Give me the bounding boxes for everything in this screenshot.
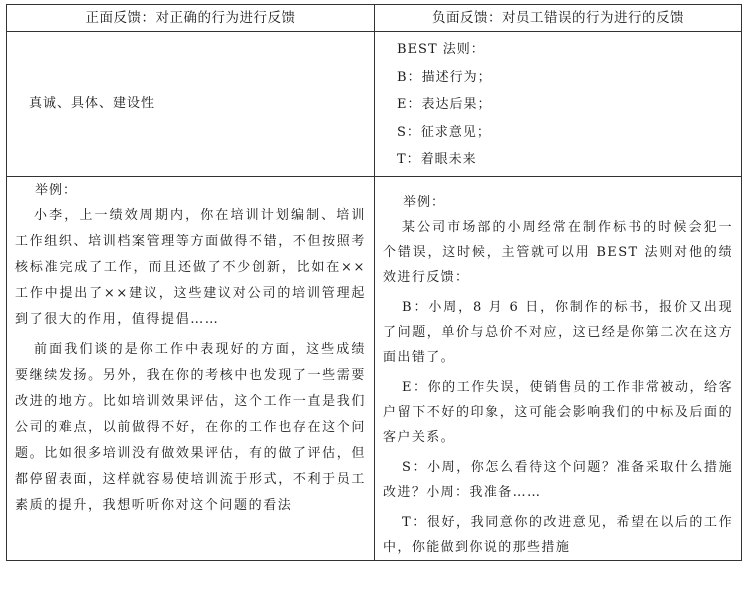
best-rule-e: E：表达后果； [397, 97, 492, 112]
negative-example-cell [375, 176, 742, 560]
negative-example-title: 举例： [403, 194, 446, 210]
negative-feedback-header: 负面反馈：对员工错误的行为进行的反馈 [375, 5, 742, 32]
negative-example-intro: 某公司市场部的小周经常在制作标书的时候会犯一个错误，这时候，主管就可以用 BEST 法则对他的绩效进行反馈： [383, 219, 733, 285]
positive-example-paragraph-2: 前面我们谈的是你工作中表现好的方面，这些成绩要继续发扬。另外，我在你的考核中也发现了一些需要改进的地方。比如培训效果评估，这个工作一直是我们公司的难点，以前做得不好，在你的工作也存在这个问题。比如很多培训没有做效果评估，有的做了评估，但都停留表面，这样就容易使培训流于形式，不利于员工素质的提升，我想听听你对这个问题的看法 [15, 341, 367, 513]
best-rule-s: S：征求意见； [397, 124, 491, 140]
best-rule-title: BEST 法则： [397, 42, 485, 57]
positive-principles-text: 真诚、具体、建设性 [29, 95, 156, 111]
negative-example-e: E：你的工作失误，使销售员的工作非常被动，给客户留下不好的印象，这可能会影响我们的中标及后面的客户关系。 [383, 379, 733, 445]
negative-example-b: B：小周，8 月 6 日，你制作的标书，报价又出现了问题，单价与总价不对应，这已经是你第二次在这方面出错了。 [383, 299, 733, 365]
feedback-comparison-table [6, 4, 742, 561]
positive-principles-cell [7, 32, 375, 177]
principle-row [7, 32, 742, 177]
positive-example-paragraph-1: 小李，上一绩效周期内，你在培训计划编制、培训工作组织、培训档案管理等方面做得不错，不但按照考核标准完成了工作，而且还做了不少创新，比如在××工作中提出了××建议，这些建议对公司的培训管理起到了很大的作用，值得提倡…… [15, 207, 367, 327]
negative-example-t: T：很好，我同意你的改进意见，希望在以后的工作中，你能做到你说的那些措施 [383, 514, 733, 555]
header-row [7, 5, 742, 32]
best-rule-cell [375, 32, 742, 177]
positive-feedback-header: 正面反馈：对正确的行为进行反馈 [7, 5, 375, 32]
best-rule-t: T：着眼未来 [397, 152, 477, 167]
negative-example-s: S：小周，你怎么看待这个问题？准备采取什么措施改进？小周：我准备…… [383, 459, 733, 500]
best-rule-b: B：描述行为； [397, 69, 492, 85]
positive-example-cell [7, 176, 375, 560]
positive-example-title: 举例： [35, 182, 78, 198]
example-row [7, 176, 742, 560]
